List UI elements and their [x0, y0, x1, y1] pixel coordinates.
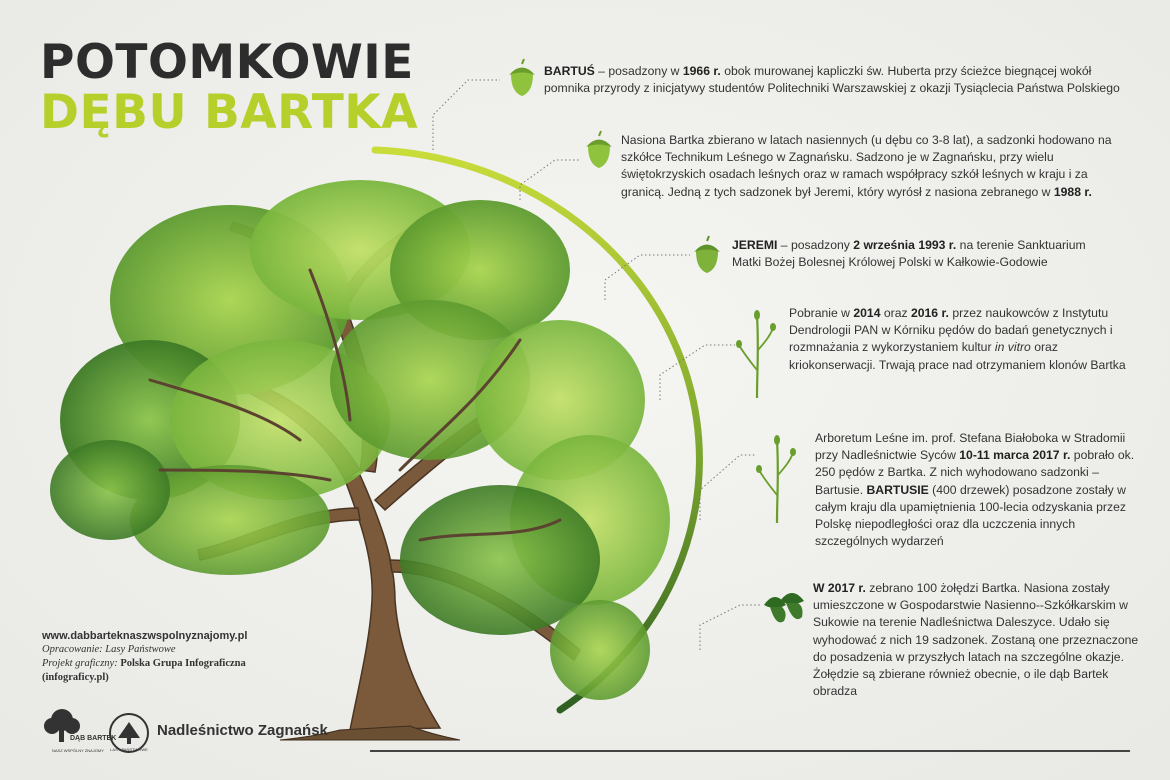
dab-logo-text: DĄB BARTEK [70, 735, 117, 742]
acorn-icon [690, 235, 724, 275]
entry-sampling-2014: Pobranie w 2014 oraz 2016 r. przez naukowców z Instytutu Dendrologii PAN w Kórniku pędów do badań genetycznych i rozmnażania z wykorzystaniem kultur in vitro oraz kriokonserwacji. Trwają prace nad otrzymaniem klonów Bartka [789, 306, 1126, 372]
design-value: Polska Grupa Infograficzna [120, 658, 246, 669]
acorns-icon [758, 583, 808, 628]
entry-bartus: BARTUŚ – posadzony w 1966 r. obok murowanej kapliczki św. Huberta przy ścieżce biegnącej wokół pomnika przyrody z inicjatywy studentów Politechniki Warszawskiej z okazji Tysiąclecia Państwa Polskiego [544, 64, 1120, 96]
entry-seeds: Nasiona Bartka zbierano w latach nasiennych (u dębu co 3-8 lat), a sadzonki hodowano na szkółce Technikum Leśnego w Zagnańsku. Sadzono je w Zagnańsku, przy wielu świętokrzyskich osadach leśnych oraz w ramach współpracy szkół leśnych w kraju i za granicą. Jedną z tych sadzonek był Jeremi, który wyrósł z nasiona zebranego w 1988 r. [621, 133, 1112, 199]
title-line-1: POTOMKOWIE [40, 35, 414, 90]
twig-icon [735, 310, 780, 400]
acorn-icon [582, 130, 616, 170]
website-link[interactable]: www.dabbarteknaszwspolnyznajomy.pl [42, 630, 248, 642]
entry-arboretum-2017: Arboretum Leśne im. prof. Stefana Białoboka w Stradomii przy Nadleśnictwie Syców 10-11 marca 2017 r. pobrało ok. 250 pędów z Bartka. Z nich wyhodowano sadzonki – Bartusie. BARTUSIE (400 drzewek) posadzone zostały w całym kraju dla upamiętnienia 100-lecia odzyskania przez Polskę niepodległości oraz dla uczczenia innych szczególnych wydarzeń [815, 431, 1135, 549]
lp-logo-text: LASY PAŃSTWOWE [110, 747, 148, 752]
lasy-panstwowe-logo [108, 712, 150, 754]
twig-icon [755, 435, 800, 525]
entry-jeremi: JEREMI – posadzony 2 września 1993 r. na terenie Sanktuarium Matki Bożej Bolesnej Królowej Polski w Kałkowie-Godowie [732, 238, 1086, 270]
prep-label: Opracowanie: [42, 644, 103, 655]
prep-value: Lasy Państwowe [105, 644, 176, 655]
dab-logo-sub: NASZ WSPÓLNY ZNAJOMY [52, 748, 104, 753]
footer-divider [370, 750, 1130, 752]
design-site: (infograficy.pl) [42, 672, 109, 683]
entry-acorns-2017: W 2017 r. zebrano 100 żołędzi Bartka. Nasiona zostały umieszczone w Gospodarstwie Nasienno--Szkółkarskim w Sukowie na terenie Nadleśnictwa Daleszyce. Udało się wyhodować z nich 19 sadzonek. Zostaną one przeznaczone do posadzenia w przyszłych latach na szczególne okazje. Żołędzie są zbierane również obecnie, o ile dąb Bartek obradza [813, 581, 1139, 699]
credits [42, 629, 247, 685]
org-name: Nadleśnictwo Zagnańsk [157, 722, 328, 739]
title-line-2: DĘBU BARTKA [40, 85, 419, 140]
acorn-icon [505, 58, 539, 98]
dab-bartek-logo [40, 706, 117, 756]
design-label: Projekt graficzny: [42, 658, 118, 669]
